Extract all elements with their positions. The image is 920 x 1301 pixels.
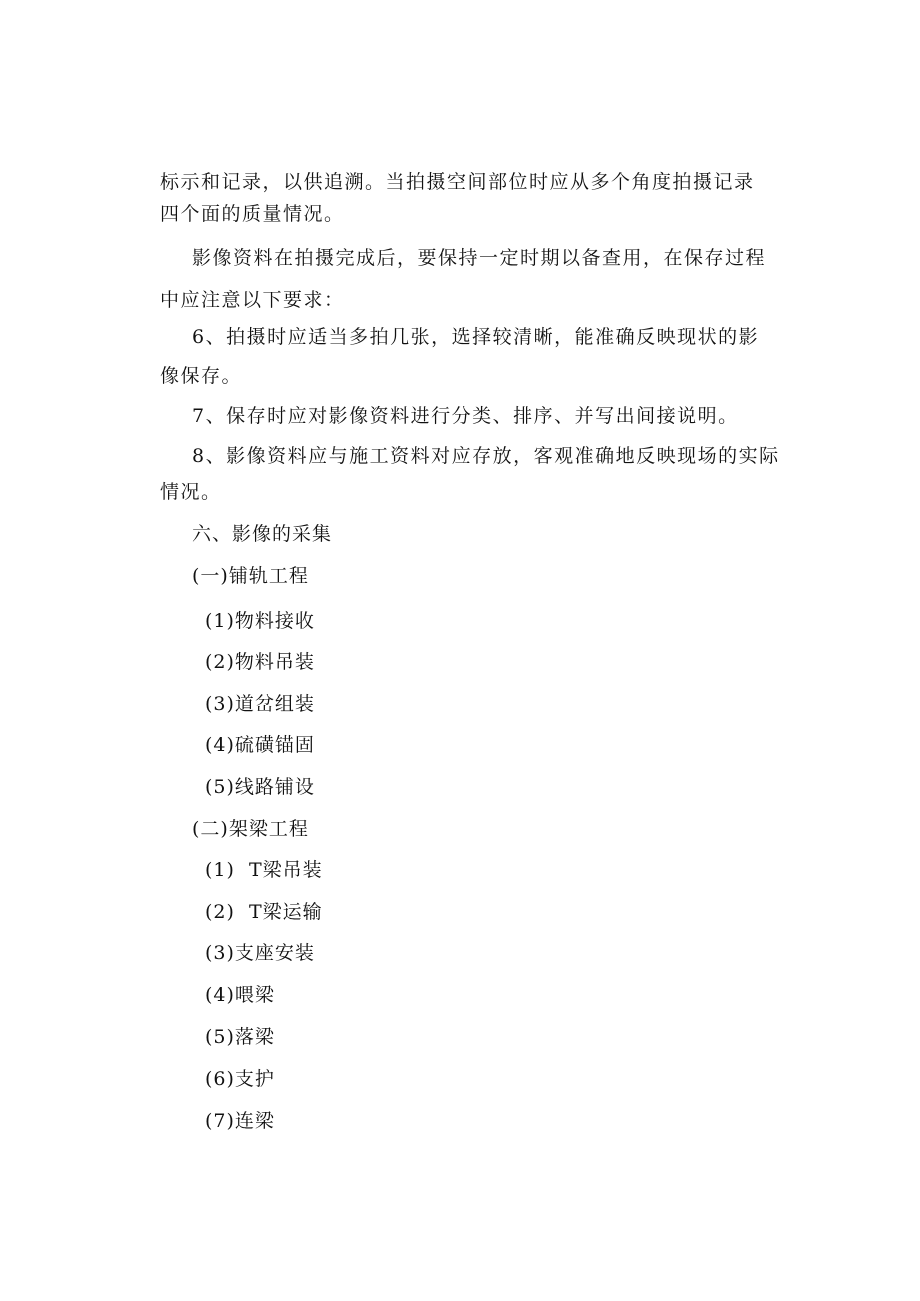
paragraph-2-line-2: 中应注意以下要求：	[160, 289, 345, 311]
subsection-1-item: (1)物料接收	[205, 610, 315, 632]
subsection-2-item: (5)落梁	[205, 1026, 275, 1048]
item-8-line-1: 8、影像资料应与施工资料对应存放，客观准确地反映现场的实际	[192, 445, 780, 467]
subsection-2-item: (1) T梁吊装	[205, 859, 323, 881]
paragraph-1-line-1: 标示和记录，以供追溯。当拍摄空间部位时应从多个角度拍摄记录	[160, 171, 755, 193]
subsection-2-item: (2) T梁运输	[205, 901, 323, 923]
paragraph-2-line-1: 影像资料在拍摄完成后，要保持一定时期以备查用，在保存过程	[192, 247, 767, 269]
item-7: 7、保存时应对影像资料进行分类、排序、并写出间接说明。	[192, 405, 739, 427]
section-6-title: 六、影像的采集	[192, 523, 333, 545]
subsection-2-title: (二)架梁工程	[192, 818, 309, 840]
subsection-2-item: (4)喂梁	[205, 984, 275, 1006]
item-6-line-1: 6、拍摄时应适当多拍几张，选择较清晰，能准确反映现状的影	[192, 326, 760, 348]
subsection-1-item: (2)物料吊装	[205, 651, 315, 673]
subsection-1-item: (5)线路铺设	[205, 776, 315, 798]
subsection-2-item: (3)支座安装	[205, 942, 315, 964]
subsection-1-item: (3)道岔组装	[205, 693, 315, 715]
subsection-1-item: (4)硫磺锚固	[205, 734, 315, 756]
subsection-1-title: (一)铺轨工程	[192, 565, 309, 587]
subsection-2-item: (6)支护	[205, 1068, 275, 1090]
item-8-line-2: 情况。	[160, 481, 222, 503]
item-6-line-2: 像保存。	[160, 365, 243, 387]
paragraph-1-line-2: 四个面的质量情况。	[160, 203, 345, 225]
subsection-2-item: (7)连梁	[205, 1110, 275, 1132]
